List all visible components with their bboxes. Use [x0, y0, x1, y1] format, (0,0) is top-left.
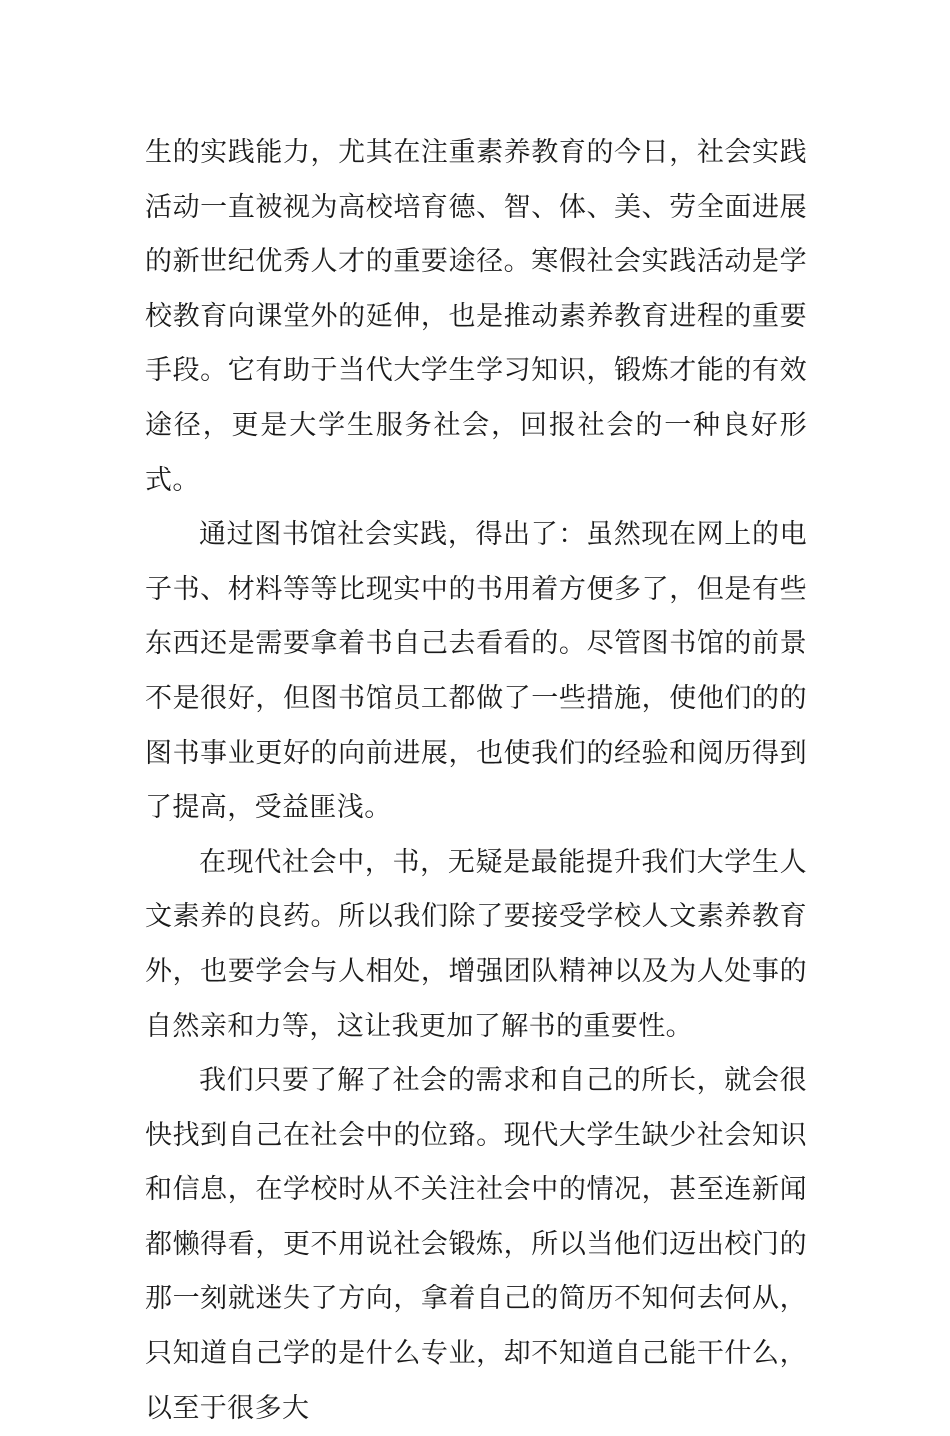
paragraph-social-needs: 我们只要了解了社会的需求和自己的所长，就会很快找到自己在社会中的位臵。现代大学生缺少社会知识和信息，在学校时从不关注社会中的情况，甚至连新闻都懒得看，更不用说社会锻炼，所以当他们迈出校门的那一刻就迷失了方向，拿着自己的简历不知何去何从，只知道自己学的是什么专业，却不知道自己能干什么，以至于很多大	[145, 1065, 807, 1424]
paragraph-books-humanities: 在现代社会中，书，无疑是最能提升我们大学生人文素养的良药。所以我们除了要接受学校人文素养教育外，也要学会与人相处，增强团队精神以及为人处事的自然亲和力等，这让我更加了解书的重要性。	[145, 846, 807, 1042]
paragraph-library-practice: 通过图书馆社会实践，得出了：虽然现在网上的电子书、材料等等比现实中的书用着方便多了，但是有些东西还是需要拿着书自己去看看的。尽管图书馆的前景不是很好，但图书馆员工都做了一些措施，使他们的的图书事业更好的向前进展，也使我们的经验和阅历得到了提高，受益匪浅。	[145, 519, 807, 824]
paragraph-practice-significance: 生的实践能力，尤其在注重素养教育的今日，社会实践活动一直被视为高校培育德、智、体、美、劳全面进展的新世纪优秀人才的重要途径。寒假社会实践活动是学校教育向课堂外的延伸，也是推动素养教育进程的重要手段。它有助于当代大学生学习知识，锻炼才能的有效途径，更是大学生服务社会，回报社会的一种良好形式。	[145, 137, 807, 496]
document-body	[145, 126, 807, 1436]
